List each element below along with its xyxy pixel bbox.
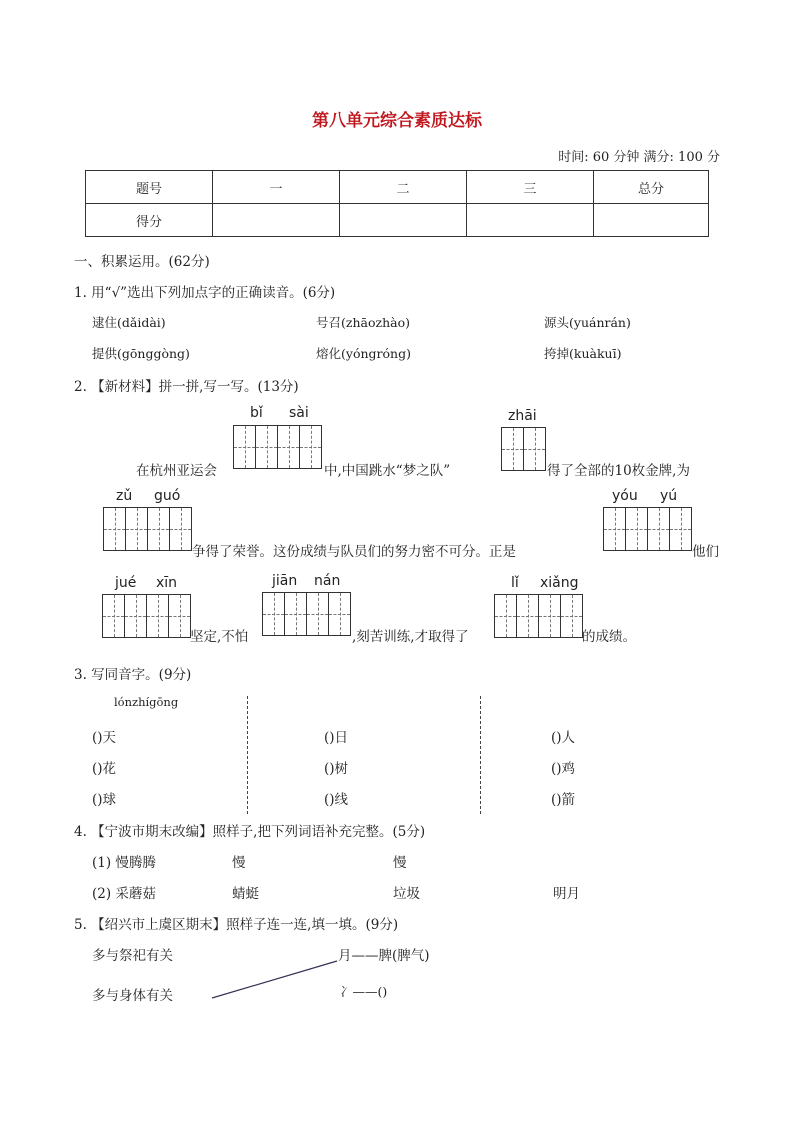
pinyin-label: zhāi xyxy=(508,408,537,424)
time-info: 时间: 60 分钟 满分: 100 分 xyxy=(558,150,720,165)
divider xyxy=(247,696,248,814)
text-segment: 得了全部的10枚金牌,为 xyxy=(547,463,690,479)
score-input-cell[interactable] xyxy=(594,204,709,237)
question-title: 2. 【新材料】拼一拼,写一写。(13分) xyxy=(74,379,299,395)
score-table xyxy=(85,170,709,237)
writing-grid[interactable] xyxy=(102,594,191,638)
table-cell: 二 xyxy=(340,171,467,204)
table-cell: 题号 xyxy=(86,171,213,204)
pinyin-label: bǐ xyxy=(250,405,263,421)
homophone-blank[interactable]: ()线 xyxy=(324,792,349,808)
example-pair: 月——脾(脾气) xyxy=(338,948,430,964)
text-segment: 争得了荣誉。这份成绩与队员们的努力密不可分。正是 xyxy=(192,544,516,560)
divider xyxy=(480,696,481,814)
pinyin-label: xiǎng xyxy=(540,575,579,591)
question-title: 5. 【绍兴市上虞区期末】照样子连一连,填一填。(9分) xyxy=(74,917,399,933)
radical-blank[interactable]: 冫——() xyxy=(340,984,388,999)
pinyin-label: jué xyxy=(115,575,137,591)
table-row xyxy=(86,204,709,237)
text-segment: 的成绩。 xyxy=(582,629,636,645)
writing-grid[interactable] xyxy=(501,427,546,471)
score-input-cell[interactable] xyxy=(467,204,594,237)
question-title: 4. 【宁波市期末改编】照样子,把下列词语补充完整。(5分) xyxy=(74,824,426,840)
word-blank[interactable]: 慢 xyxy=(232,855,246,871)
pinyin-label: nán xyxy=(314,573,341,589)
homophone-blank[interactable]: ()人 xyxy=(551,730,576,746)
text-segment: 他们 xyxy=(692,544,719,560)
q1-item[interactable]: 源头(yuánrán) xyxy=(544,315,631,330)
homophone-blank[interactable]: ()箭 xyxy=(551,792,576,808)
example-word: (2) 采蘑菇 xyxy=(92,886,156,902)
text-segment: 坚定,不怕 xyxy=(190,629,249,645)
q1-item[interactable]: 提供(gōnggòng) xyxy=(92,346,190,361)
category-label: 多与祭祀有关 xyxy=(92,948,173,964)
text-segment: 在杭州亚运会 xyxy=(136,463,217,479)
text-segment: 中,中国跳水“梦之队” xyxy=(324,463,451,479)
writing-grid[interactable] xyxy=(233,425,322,469)
word-blank[interactable]: 垃圾 xyxy=(393,886,420,902)
homophone-blank[interactable]: ()球 xyxy=(92,792,117,808)
category-label: 多与身体有关 xyxy=(92,988,173,1004)
q1-item[interactable]: 熔化(yóngróng) xyxy=(316,346,411,361)
pinyin-label: yú xyxy=(660,488,678,504)
homophone-blank[interactable]: ()天 xyxy=(92,730,117,746)
pinyin-label: yóu xyxy=(612,488,638,504)
pinyin-label: xīn xyxy=(156,575,178,591)
q1-item[interactable]: 号召(zhāozhào) xyxy=(316,315,410,330)
word-blank[interactable]: 蜻蜓 xyxy=(232,886,259,902)
text-segment: ,刻苦训练,才取得了 xyxy=(352,629,469,645)
pinyin-label: jiān xyxy=(272,573,298,589)
pinyin-label: sài xyxy=(289,405,309,421)
section-title: 一、积累运用。(62分) xyxy=(74,254,210,270)
homophone-blank[interactable]: ()花 xyxy=(92,761,117,777)
table-cell: 得分 xyxy=(86,204,213,237)
pinyin-label: zǔ xyxy=(116,488,133,504)
homophone-blank[interactable]: ()树 xyxy=(324,761,349,777)
page-title: 第八单元综合素质达标 xyxy=(312,111,482,131)
connect-line xyxy=(205,955,345,1005)
question-title: 1. 用“√”选出下列加点字的正确读音。(6分) xyxy=(74,285,336,301)
homophone-blank[interactable]: ()日 xyxy=(324,730,349,746)
example-word: (1) 慢腾腾 xyxy=(92,855,156,871)
q1-item[interactable]: 挎掉(kuàkuī) xyxy=(544,346,622,361)
table-cell: 总分 xyxy=(594,171,709,204)
score-input-cell[interactable] xyxy=(213,204,340,237)
writing-grid[interactable] xyxy=(262,592,351,636)
writing-grid[interactable] xyxy=(603,507,692,551)
pinyin-label: lónzhígōng xyxy=(114,695,179,709)
q1-item[interactable]: 逮住(dǎidài) xyxy=(92,315,166,330)
homophone-blank[interactable]: ()鸡 xyxy=(551,761,576,777)
table-row xyxy=(86,171,709,204)
question-title: 3. 写同音字。(9分) xyxy=(74,667,192,683)
writing-grid[interactable] xyxy=(494,594,583,638)
word-blank[interactable]: 明月 xyxy=(553,886,580,902)
table-cell: 一 xyxy=(213,171,340,204)
pinyin-label: lǐ xyxy=(511,575,519,591)
table-cell: 三 xyxy=(467,171,594,204)
writing-grid[interactable] xyxy=(103,507,192,551)
pinyin-label: guó xyxy=(154,488,181,504)
word-blank[interactable]: 慢 xyxy=(393,855,407,871)
score-input-cell[interactable] xyxy=(340,204,467,237)
